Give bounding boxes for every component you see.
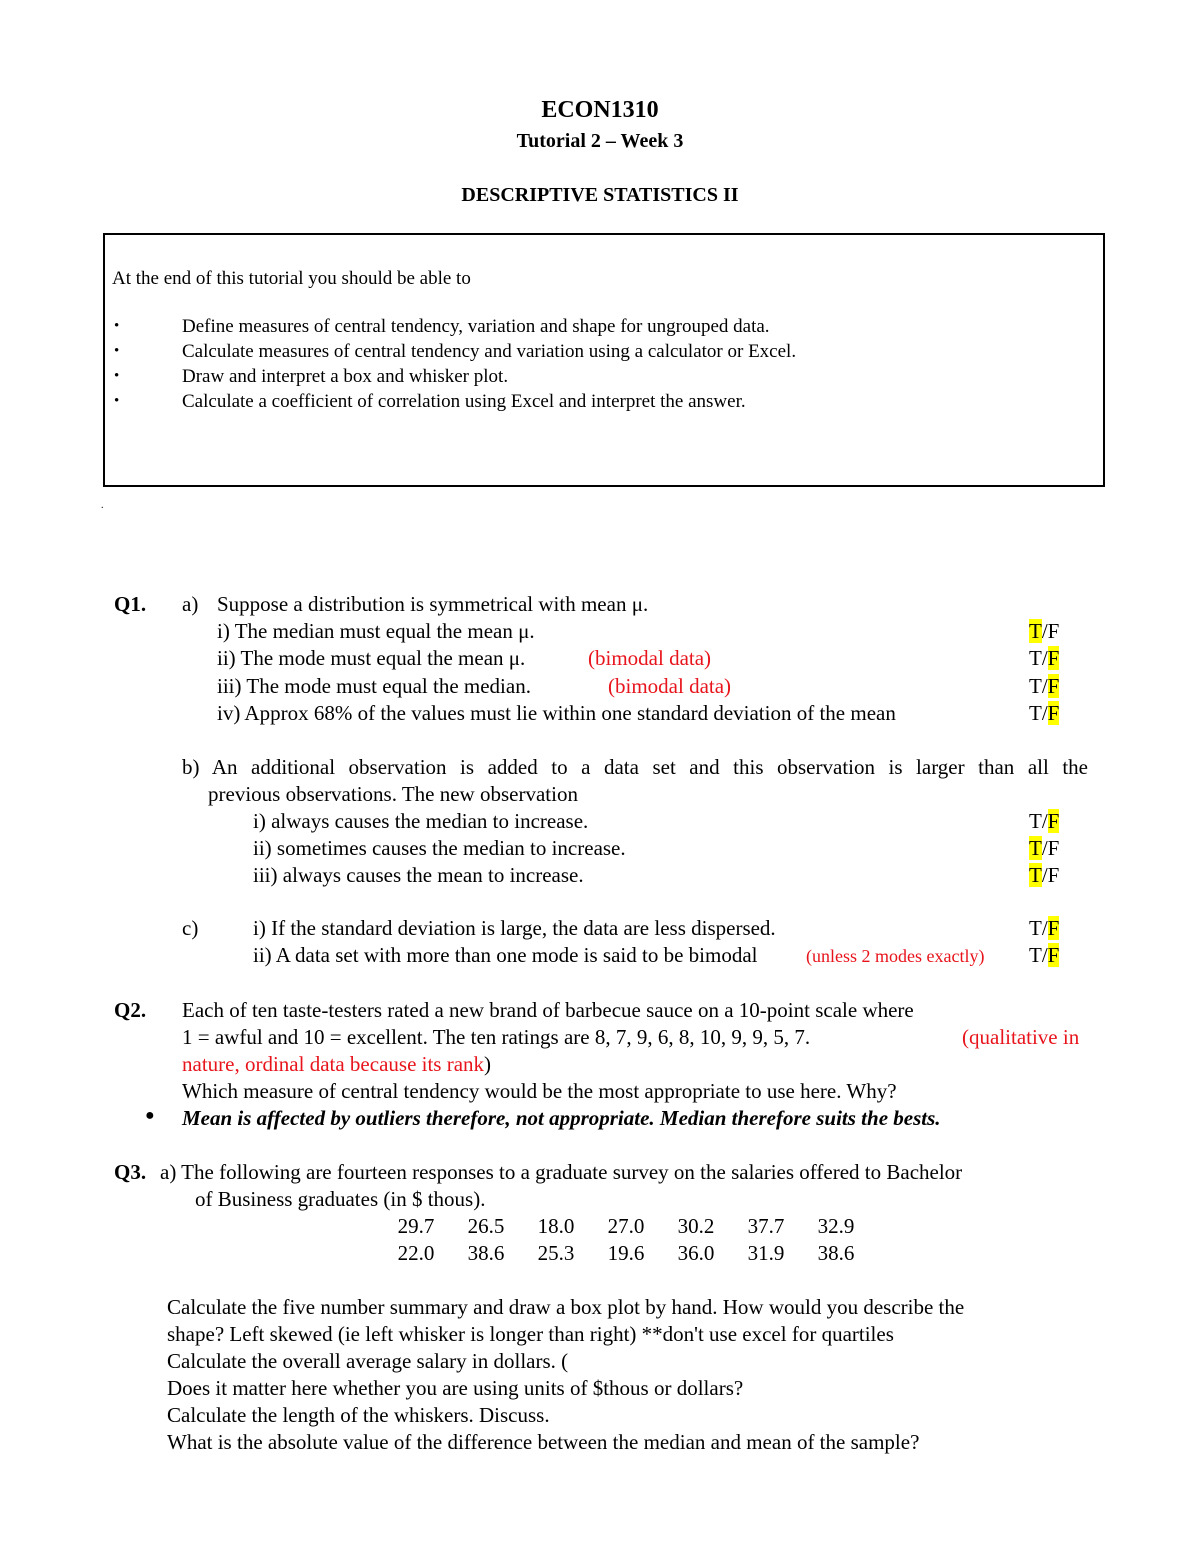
q2-label: Q2.: [114, 998, 147, 1022]
tf-true: T: [1029, 863, 1042, 887]
tf-sep: /: [1041, 701, 1048, 725]
q2-answer: Mean is affected by outliers therefore, not appropriate. Median therefore suits the bests.: [182, 1106, 941, 1130]
tf-sep: /: [1041, 863, 1048, 887]
salary-value: 32.9: [817, 1214, 855, 1238]
q1a-note: (bimodal data): [608, 674, 732, 698]
tf-true: T: [1029, 619, 1042, 643]
q3-task: Does it matter here whether you are using units of $thous or dollars?: [167, 1376, 744, 1400]
tf-true: T: [1029, 943, 1042, 967]
salary-value: 26.5: [467, 1214, 505, 1238]
q1a-item: ii) The mode must equal the mean μ.: [217, 646, 526, 670]
q1c-item: i) If the standard deviation is large, the data are less dispersed.: [253, 916, 776, 940]
q3-line1: a) The following are fourteen responses to a graduate survey on the salaries offered to Bachelor: [160, 1160, 963, 1184]
tf-sep: /: [1041, 916, 1048, 940]
tutorial-title: Tutorial 2 – Week 3: [516, 130, 684, 152]
q1b-item: ii) sometimes causes the median to increase.: [253, 836, 626, 860]
tf-true: T: [1029, 646, 1042, 670]
q3-task: Calculate the length of the whiskers. Discuss.: [167, 1403, 550, 1427]
q3-task: shape? Left skewed (ie left whisker is longer than right) **don't use excel for quartiles: [167, 1322, 894, 1346]
objective-item: Define measures of central tendency, variation and shape for ungrouped data.: [182, 316, 770, 337]
tf-answer: [1029, 863, 1059, 888]
tf-false: F: [1047, 863, 1060, 887]
tf-true: T: [1029, 836, 1042, 860]
tf-true: T: [1029, 809, 1042, 833]
q1c-item: ii) A data set with more than one mode is said to be bimodal: [253, 943, 758, 967]
q3-task: What is the absolute value of the difference between the median and mean of the sample?: [167, 1430, 920, 1454]
tf-true: T: [1029, 674, 1042, 698]
tf-false: F: [1047, 916, 1060, 940]
salary-value: 31.9: [747, 1241, 785, 1265]
tf-answer: [1029, 701, 1059, 726]
salary-row: [381, 1214, 871, 1239]
tf-false: F: [1047, 701, 1060, 725]
q1c-note: (unless 2 modes exactly): [806, 946, 985, 966]
tf-answer: [1029, 619, 1059, 644]
q1b-line1: b) An additional observation is added to a data set and this observation is larger than all the: [182, 755, 1088, 779]
tf-false: F: [1047, 943, 1060, 967]
salary-value: 19.6: [607, 1241, 645, 1265]
tf-false: F: [1047, 646, 1060, 670]
tf-false: F: [1047, 809, 1060, 833]
q3-line2: of Business graduates (in $ thous).: [195, 1187, 486, 1211]
answer-bullet-icon: ●: [145, 1107, 155, 1124]
course-code: ECON1310: [541, 97, 659, 123]
tf-answer: [1029, 646, 1059, 671]
salary-value: 25.3: [537, 1241, 575, 1265]
tf-answer: [1029, 809, 1059, 834]
salary-value: 30.2: [677, 1214, 715, 1238]
q1b-line2: previous observations. The new observation: [208, 782, 578, 806]
q3-task: Calculate the five number summary and draw a box plot by hand. How would you describe the: [167, 1295, 965, 1319]
q2-question: Which measure of central tendency would be the most appropriate to use here. Why?: [182, 1079, 897, 1103]
q3-label: Q3.: [114, 1160, 147, 1184]
q2-note2-close: ): [484, 1052, 492, 1076]
bullet-icon: •: [114, 368, 120, 384]
q1-label: Q1.: [114, 592, 147, 616]
q1c-prefix: c): [182, 916, 199, 940]
q1a-stem: Suppose a distribution is symmetrical with mean μ.: [217, 592, 649, 616]
topic-title: DESCRIPTIVE STATISTICS II: [461, 184, 739, 206]
tf-true: T: [1029, 916, 1042, 940]
salary-value: 29.7: [397, 1214, 435, 1238]
tf-answer: [1029, 943, 1059, 968]
stray-mark: .: [101, 500, 104, 511]
bullet-icon: •: [114, 393, 120, 409]
salary-value: 18.0: [537, 1214, 575, 1238]
tf-sep: /: [1041, 809, 1048, 833]
tf-sep: /: [1041, 943, 1048, 967]
tf-sep: /: [1041, 674, 1048, 698]
q1a-prefix: a): [182, 592, 199, 616]
tf-sep: /: [1041, 646, 1048, 670]
objectives-intro: At the end of this tutorial you should be able to: [112, 268, 471, 289]
salary-value: 37.7: [747, 1214, 785, 1238]
q1b-item: iii) always causes the mean to increase.: [253, 863, 584, 887]
q2-note1: (qualitative in: [962, 1025, 1080, 1049]
objective-item: Calculate measures of central tendency and variation using a calculator or Excel.: [182, 341, 797, 362]
salary-value: 22.0: [397, 1241, 435, 1265]
bullet-icon: •: [114, 343, 120, 359]
salary-value: 36.0: [677, 1241, 715, 1265]
q2-line1: Each of ten taste-testers rated a new brand of barbecue sauce on a 10-point scale where: [182, 998, 914, 1022]
tf-false: F: [1047, 674, 1060, 698]
q1a-item: iv) Approx 68% of the values must lie within one standard deviation of the mean: [217, 701, 896, 725]
salary-row: [381, 1241, 871, 1266]
q2-note2: nature, ordinal data because its rank: [182, 1052, 485, 1076]
q1a-note: (bimodal data): [588, 646, 712, 670]
tf-answer: [1029, 674, 1059, 699]
tf-sep: /: [1041, 619, 1048, 643]
tf-answer: [1029, 916, 1059, 941]
bullet-icon: •: [114, 318, 120, 334]
tf-true: T: [1029, 701, 1042, 725]
salary-value: 38.6: [467, 1241, 505, 1265]
salary-value: 27.0: [607, 1214, 645, 1238]
q3-task: Calculate the overall average salary in dollars. (: [167, 1349, 569, 1373]
q1b-item: i) always causes the median to increase.: [253, 809, 589, 833]
tf-false: F: [1047, 836, 1060, 860]
q2-note2-line: [182, 1052, 491, 1077]
q1a-item: iii) The mode must equal the median.: [217, 674, 531, 698]
q1a-item: i) The median must equal the mean μ.: [217, 619, 535, 643]
tf-false: F: [1047, 619, 1060, 643]
q2-line2: 1 = awful and 10 = excellent. The ten ratings are 8, 7, 9, 6, 8, 10, 9, 9, 5, 7.: [182, 1025, 811, 1049]
objective-item: Calculate a coefficient of correlation using Excel and interpret the answer.: [182, 391, 746, 412]
objective-item: Draw and interpret a box and whisker plot.: [182, 366, 509, 387]
tf-sep: /: [1041, 836, 1048, 860]
tf-answer: [1029, 836, 1059, 861]
salary-value: 38.6: [817, 1241, 855, 1265]
